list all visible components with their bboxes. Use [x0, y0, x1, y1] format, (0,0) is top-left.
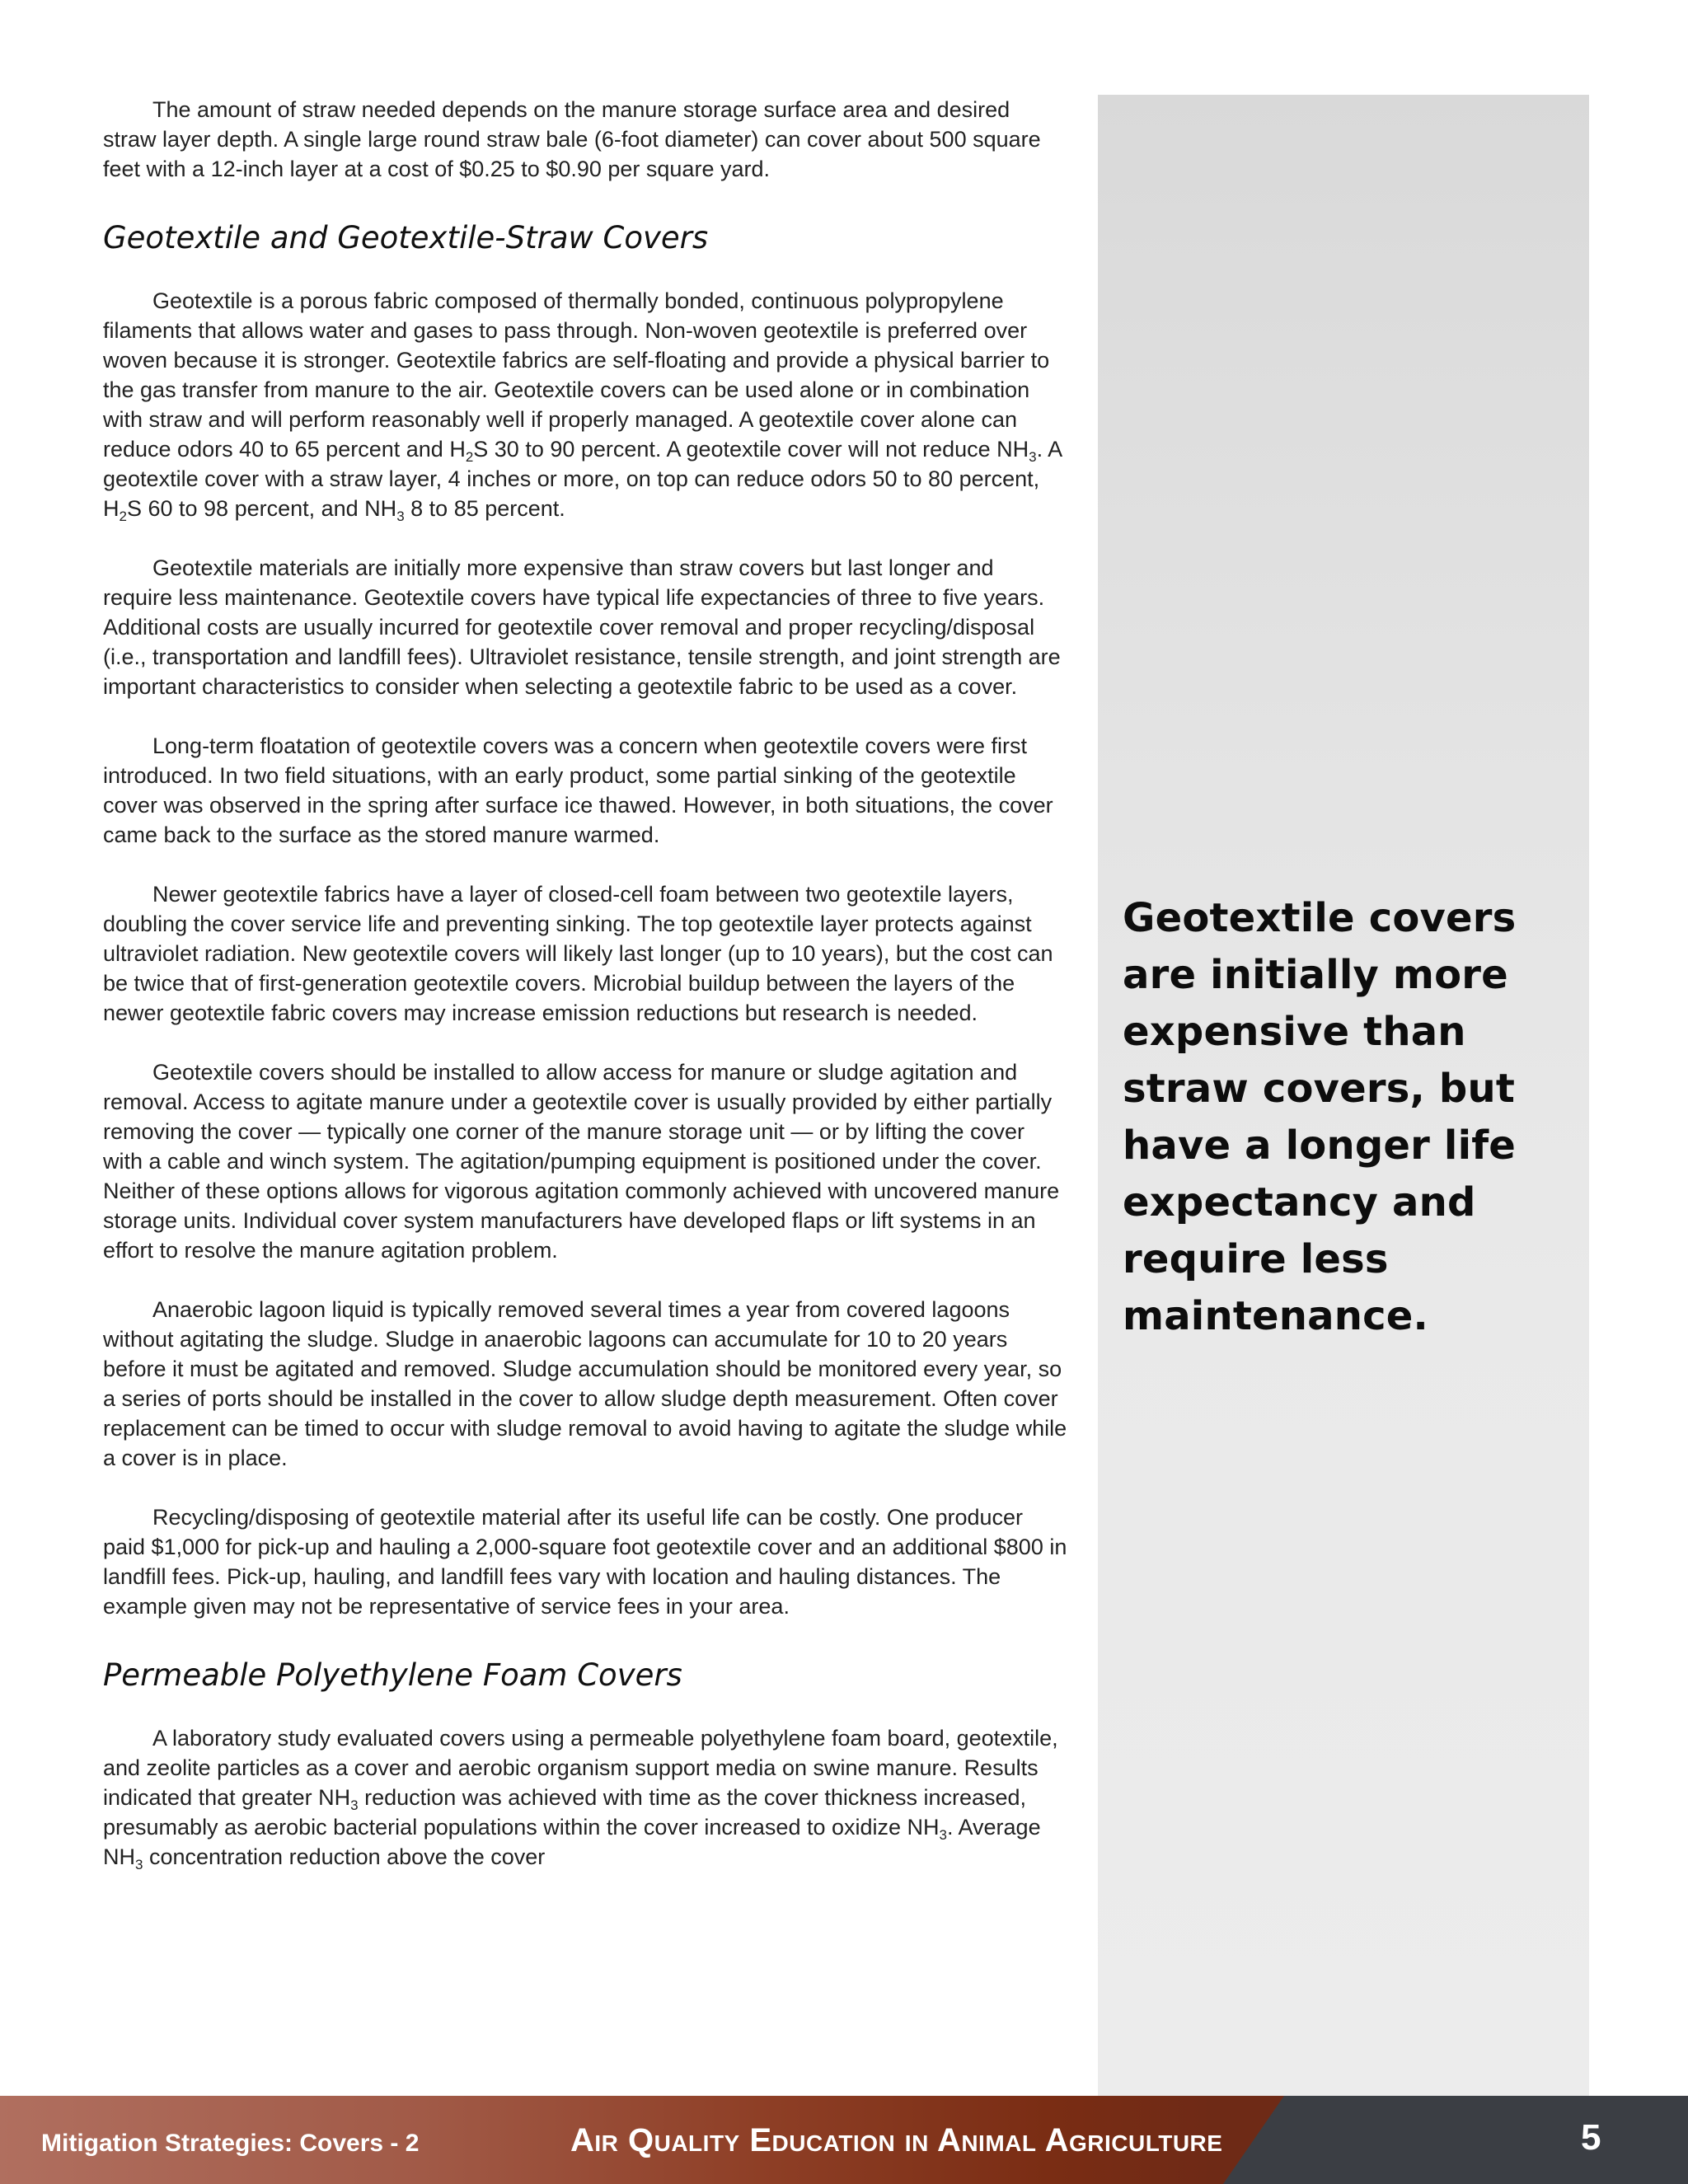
paragraph-agitation: Geotextile covers should be installed to allow access for manure or sludge agitation and removal. Access to agitate manure under a geotextile cover is usually provided by either partially removing the cover — typically one corner of the manure storage unit — or by lifting the cover with a cable and winch system. The agitation/pumping equipment is positioned under the cover. Neither of these options allows for vigorous agitation commonly achieved with uncovered manure storage units. Individual cover system manufacturers have developed flaps or lift systems in an effort to resolve the manure agitation problem.	[103, 1060, 1060, 1263]
pull-quote: Geotextile covers are initially more expensive than straw covers, but have a longer life expectancy and require less maintenance.	[1123, 895, 1517, 1339]
paragraph-floatation: Long-term floatation of geotextile covers was a concern when geotextile covers were first introduced. In two field situations, with an early product, some partial sinking of the geotextile cover was observed in the spring after surface ice thawed. However, in both situations, the cover came back to the surface as the stored manure warmed.	[103, 733, 1053, 847]
heading-geotextile-covers: Geotextile and Geotextile-Straw Covers	[103, 220, 709, 255]
paragraph-lagoon-sludge: Anaerobic lagoon liquid is typically removed several times a year from covered lagoons without agitating the sludge. Sludge in anaerobic lagoons can accumulate for 10 to 20 years before it must be agitated and removed. Sludge accumulation should be monitored every year, so a series of ports should be installed in the cover to allow sludge depth measurement. Often cover replacement can be timed to occur with sludge removal to avoid having to agitate the sludge while a cover is in place.	[103, 1297, 1067, 1470]
paragraph-geotextile-cost: Geotextile materials are initially more expensive than straw covers but last longer and require less maintenance. Geotextile covers have typical life expectancies of three to five years. Additional costs are usually incurred for geotextile cover removal and proper recycling/disposal (i.e., transportation and landfill fees). Ultraviolet resistance, tensile strength, and joint strength are important characteristics to consider when selecting a geotextile fabric to be used as a cover.	[103, 555, 1061, 699]
page-footer	[0, 2096, 1688, 2184]
page-number: 5	[1581, 2117, 1601, 2158]
paragraph-straw-amount: The amount of straw needed depends on the manure storage surface area and desired straw layer depth. A single large round straw bale (6-foot diameter) can cover about 500 square feet with a 12-inch layer at a cost of $0.25 to $0.90 per square yard.	[103, 97, 1041, 181]
sidebar-panel	[1098, 95, 1589, 2096]
footer-section-title: Mitigation Strategies: Covers - 2	[41, 2130, 420, 2157]
article-body	[103, 95, 1067, 1901]
heading-foam-covers: Permeable Polyethylene Foam Covers	[103, 1657, 682, 1693]
paragraph-recycling: Recycling/disposing of geotextile material after its useful life can be costly. One producer paid $1,000 for pick-up and hauling a 2,000-square foot geotextile cover and an additional $800 in landfill fees. Pick-up, hauling, and landfill fees vary with location and hauling distances. The example given may not be representative of service fees in your area.	[103, 1505, 1067, 1619]
paragraph-geotextile-intro: Geotextile is a porous fabric composed of thermally bonded, continuous polypropylene filaments that allows water and gases to pass through. Non-woven geotextile is preferred over woven because it is stronger. Geotextile fabrics are self-floating and provide a physical barrier to the gas transfer from manure to the air. Geotextile covers can be used alone or in combination with straw and will perform reasonably well if properly managed. A geotextile cover alone can reduce odors 40 to 65 percent and $H_2S$ 30 to 90 percent. A geotextile cover will not reduce $NH_3$. A geotextile cover with a straw layer, 4 inches or more, on top can reduce odors 50 to 80 percent, $H_2S$ 60 to 98 percent, and $NH_3$ 8 to 85 percent.	[103, 288, 1062, 524]
paragraph-foam-study: A laboratory study evaluated covers using a permeable polyethylene foam board, geotextile, and zeolite particles as a cover and aerobic organism support media on swine manure. Results indicated that greater $NH_3$ reduction was achieved with time as the cover thickness increased, presumably as aerobic bacterial populations within the cover increased to oxidize $NH_3$. Average $NH_3$ concentration reduction above the cover	[103, 1726, 1058, 1872]
paragraph-newer-fabrics: Newer geotextile fabrics have a layer of closed-cell foam between two geotextile layers, doubling the cover service life and preventing sinking. The top geotextile layer protects against ultraviolet radiation. New geotextile covers will likely last longer (up to 10 years), but the cost can be twice that of first-generation geotextile covers. Microbial buildup between the layers of the newer geotextile fabric covers may increase emission reductions but research is needed.	[103, 882, 1053, 1025]
footer-publication-title: Air Quality Education in Animal Agriculture	[570, 2122, 1223, 2158]
